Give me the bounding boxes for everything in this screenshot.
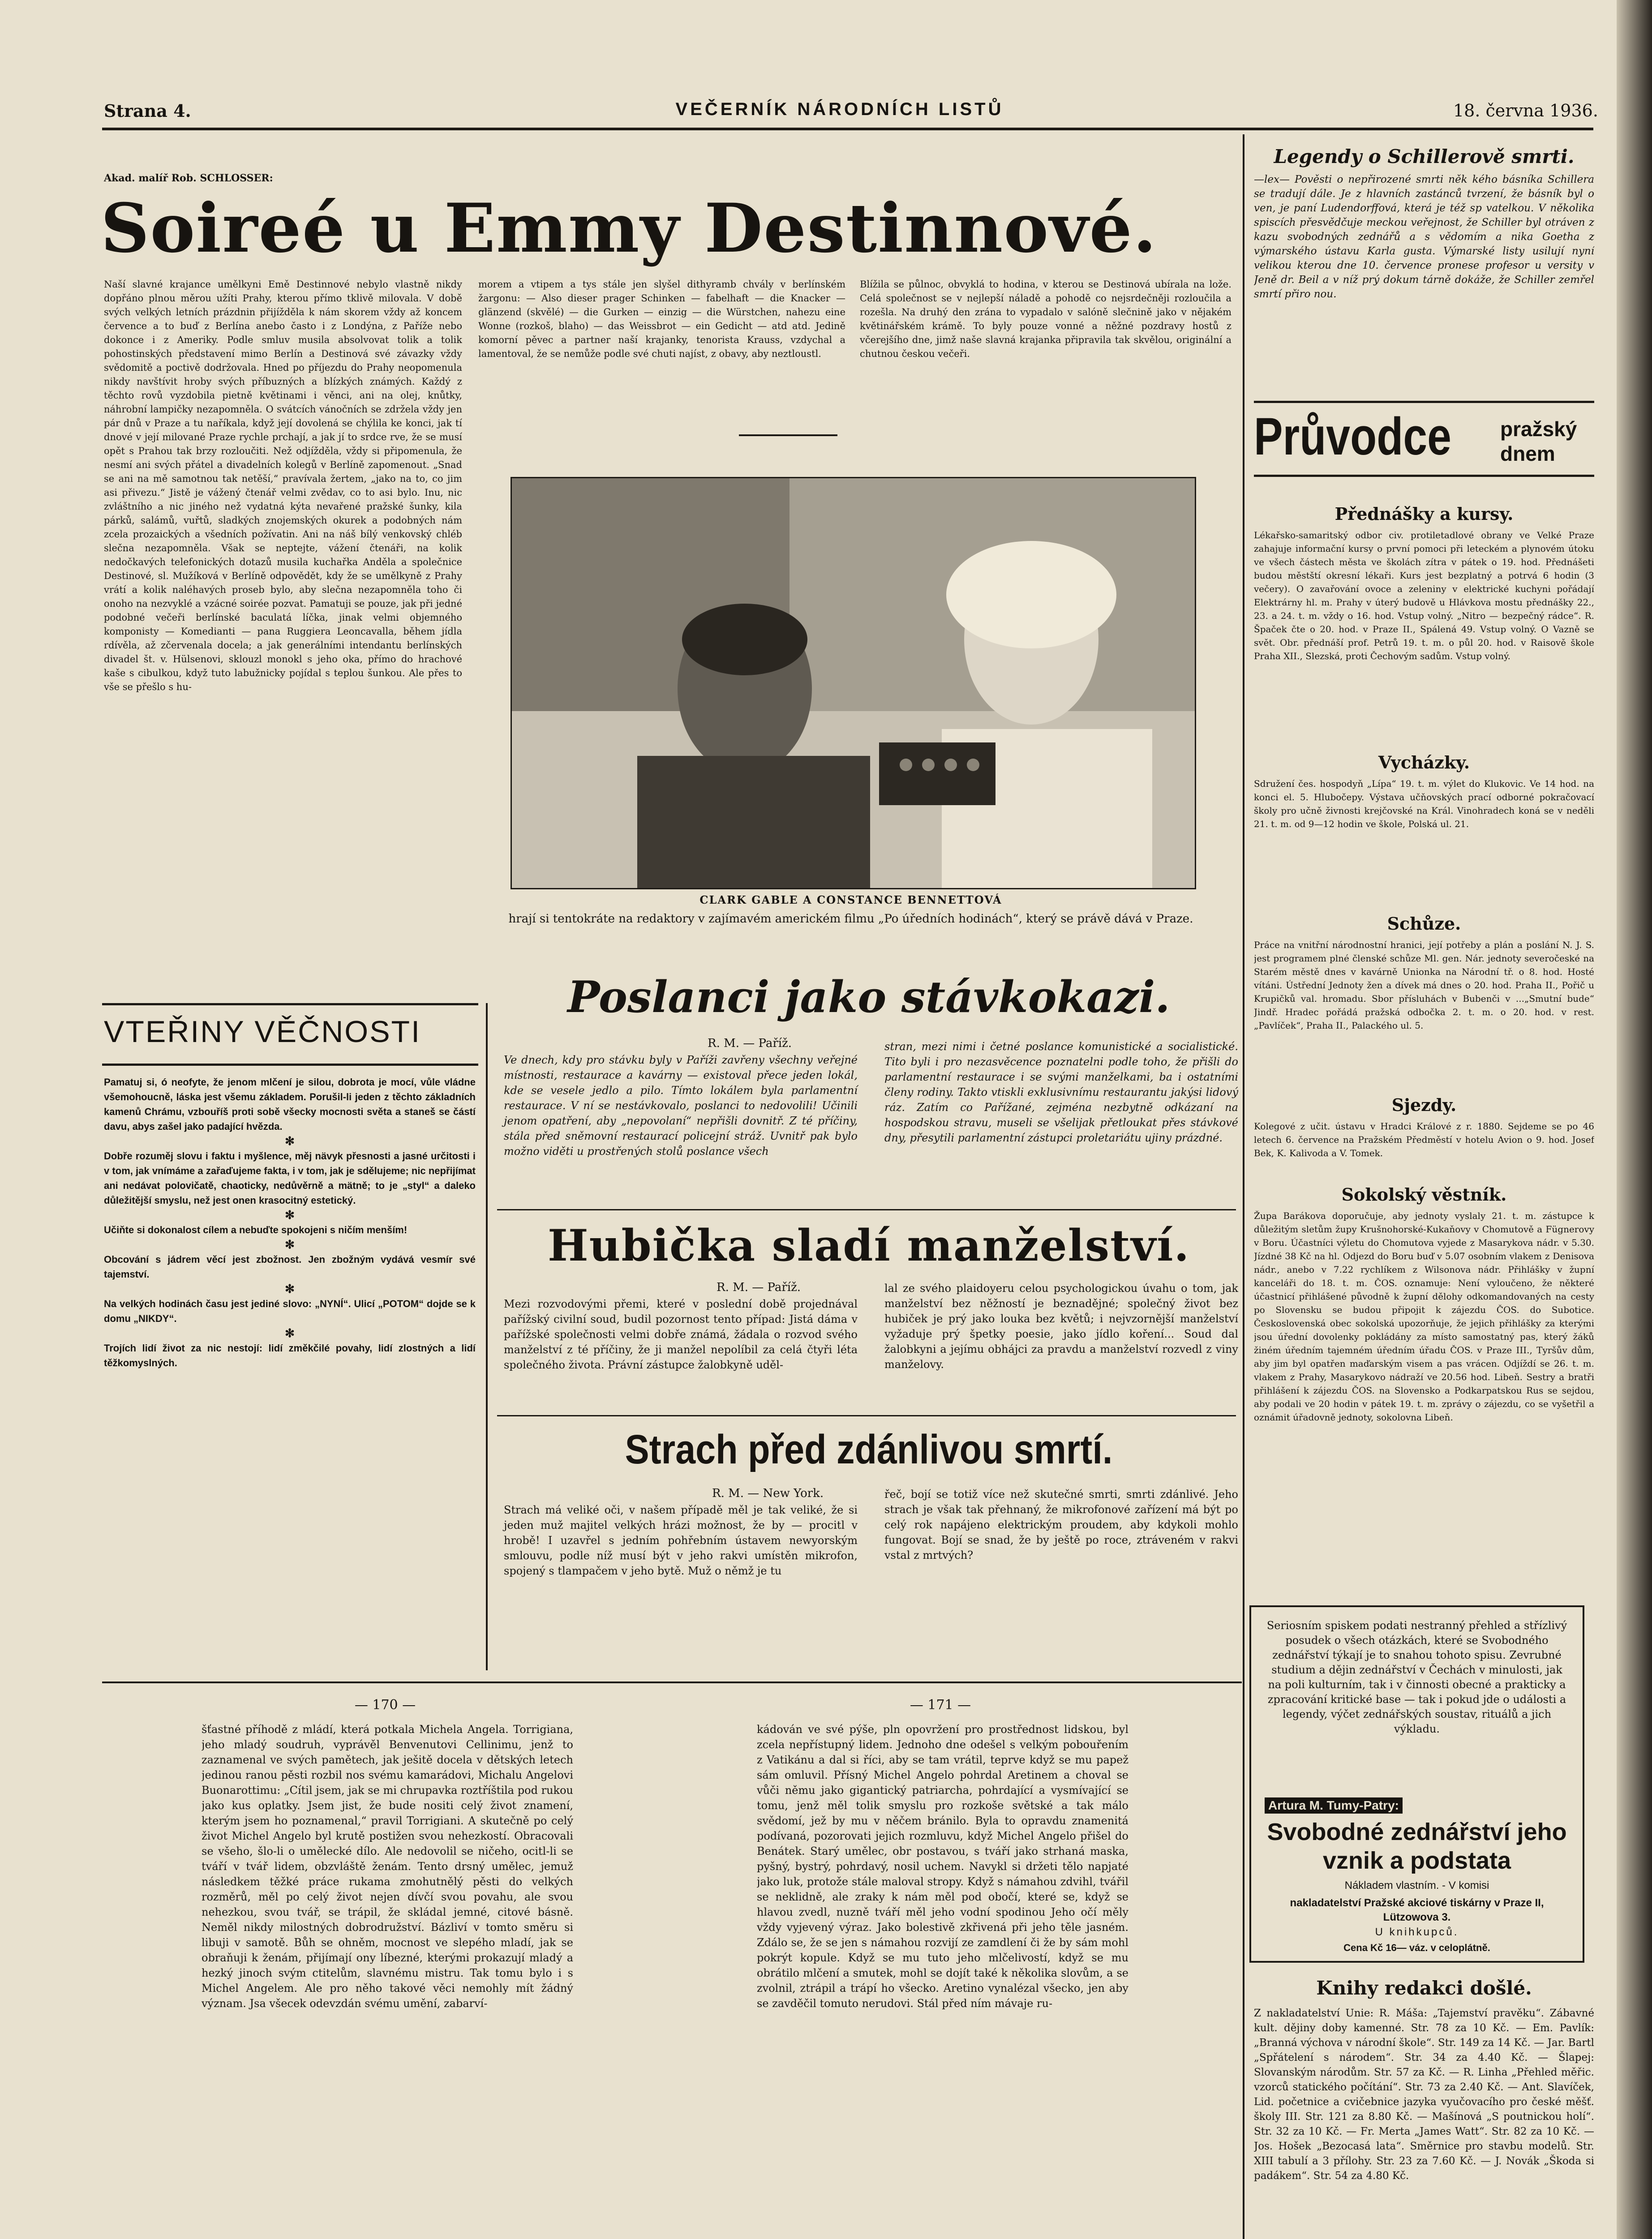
serial-left-text: šťastné příhodě z mládí, která potkala Michela Angela. Torrigiana, jeho mladý soudruh, vyprávěl Benvenutovi Cellinimu, jenž to zaznamenal ve svých pamětech, jak ješitě docela v dětských letech jedinou ranou pěsti rozbil nos svému kamarádovi, Michalu Angelovi Buonarottimu: „Cítil jsem, jak se mi chrupavka roztříštila pod rukou jako kus oplatky. Jsem jist, že bude nositi celý život znamení, kterým jsem ho poznamenal,“ pravil Torrigiani. A skutečně po celý život Michel Angelo byl krutě postižen svou nehezkostí. Obracovali se všeho, šlo-li o umělecké dílo. Ale nedovolil se ničeho, ocitl-li se tváří v tvář lidem, obzvláště ženám. Tento drsný umělec, jemuž následkem těžké práce rukama zmohutnělý pěsti do velkých rozměrů, měl po celý život nejen dívčí svou povahu, ale svou nehezkou, svou tvář, se trápil, že skládal jemné, citové básně. Neměl nikdy milostných dobrodružství. Bázliví v tomto směru si libuji v samotě. Bůh se ohněm, mocnost ve slepého mladí, jak se obraňuji k ženám, přijímají ony líbezné, kterými prokazují mladý a hezký jinoch svým ctitelům, slavnému mistru. Tak tomu bylo i s Michel Angelem. Ale pro něho takové věci nemohly mít žádný význam. Jsa všecek odevzdán svému umění, zabarví-	[202, 1723, 573, 2010]
vteriny-body	[104, 1075, 476, 1370]
strach-column-2: řeč, bojí se totiž více než skutečné smrti, smrti zdánlivé. Jeho strach je však tak přehnaný, že mikrofonové zařízení má být po celý rok napájeno elektrickým proudem, aby kdykoli mohlo fungovat. Bojí se snad, že by ještě po roce, ztráveném v rakvi vstal z mrtvých?	[884, 1488, 1238, 1561]
hubicka-title: Hubička sladí manželství.	[547, 1220, 1190, 1271]
pruvodce-sub-1: pražský	[1500, 417, 1577, 441]
prednasky-text: Lékařsko-samaritský odbor civ. protiletadlové obrany ve Velké Praze zahajuje informační kursy o první pomoci při leteckém a plynovém útoku ve všech částech města ve školách zítra v pátek o 19. hod. Přednášeti budou městští okresní lékaři. Kurs jest bezplatný a potrvá 6 hodin (3 večery). O zavařování ovoce a zeleniny v elektrické kuchyni pořádají Elektrárny hl. m. Prahy v úterý budově u Hlávkova mostu přednášky 22., 23. a 24. t. m. vždy o 16. hod. Vstup volný. „Nitro — bezpečný rádce“. R. Špaček čte o 20. hod. v Praze II., Spálená 49. Vstup volný. O Vazně se svět. Obr. přednáší prof. Petrů 19. t. m. o půl 20. hod. v Raisově škole Praha XII., Slezská, proti Čechovým sadům. Vstup volný.	[1254, 530, 1594, 661]
sjezdy-title: Sjezdy.	[1391, 1095, 1457, 1115]
hubicka-byline: R. M. — Paříž.	[717, 1281, 801, 1294]
hubicka-top-rule	[497, 1209, 1236, 1210]
legend-title: Legendy o Schillerově smrti.	[1274, 146, 1575, 167]
book-advertisement	[1249, 1605, 1584, 1963]
vychazky-title: Vycházky.	[1378, 752, 1470, 772]
header-rule	[102, 128, 1593, 130]
vteriny-top-rule	[102, 1003, 478, 1005]
ad-description: Seriosním spiskem podati nestranný přehled a střízlivý posudek o všech otázkách, které se Svobodného zednářství týkají je to snahou tohoto spisu. Zevrubné studium a dějin zednářství v Čechách v minulosti, jak na poli kulturním, tak i v činnosti obecné a prakticky a zpracování kritické base — tak i pokud jde o události a legendy, výčet zednářských soustav, rituálů a jich výkladu.	[1266, 1619, 1567, 1735]
vteriny-title-rule	[102, 1064, 478, 1066]
sidebar-divider	[1243, 134, 1244, 2239]
vteriny-paragraph-4: Obcování s jádrem věcí jest zbožnost. Jen zbožným vydává vesmír své tajemství.	[104, 1254, 476, 1280]
schuze-text: Práce na vnitřní národnostní hranici, její potřeby a plán a poslání N. J. S. jest programem plné členské schůze Ml. gen. Nár. jednoty severočeské na Starém městě dnes v kavárně Unionka na Národní tř. o 8. hod. Hosté vítáni. Ústřední Jednoty žen a dívek má dnes o 20. hod. Praha II., Pořič u Krupičků val. hromadu. Sbor přísluhách v Bubenči v ...„Smutní bude“ Jindř. Hradec pořádá pražská odbočka 2. t. m. o 20. hod. v rest. „Pavlíček“, Praha II., Palackého ul. 5.	[1254, 939, 1594, 1031]
soiree-column-1: Naší slavné krajance umělkyni Emě Destinnové nebylo vlastně nikdy dopřáno plnou měrou užíti Prahy, kterou přímo tklivě milovala. V době svých velkých letních prázdnin přijížděla k nám skorem vždy až koncem července a to buď z Berlína anebo často i z Londýna, z Paříže nebo dokonce i z Ameriky. Podle smluv musila absolvovat tolik a tolik pohostinských představení mimo Berlín a Destinová své závazky vždy svědomitě a poctivě dodržovala. Hned po příjezdu do Prahy neopomenula nikdy navštívit hroby svých příbuzných a blízkých známých. Každý z těchto rovů vyzdobila pietně květinami i věnci, ani na olej, knůtky, náhrobní lampičky nezapomněla. O svátcích vánočních se zdržela vždy jen pár dnů v Praze a tu naříkala, když její dovolená se chýlila ke konci, jak tí dnové v její milované Praze rychle prchají, a jak jí to srdce rve, že se musí opět s Prahou tak brzy rozloučiti. Než odjížděla, vždy si připomenula, že nesmí ani svých přátel a divadelních kolegů v Berlíně zapomenout. „Snad se ani na mě samotnou tak netěší,“ pravívala žertem, „jako na to, co jim asi přivezu.“ Jistě je vážený čtenář velmi zvědav, co to asi bylo. Inu, nic zvláštního a nic jiného než vydatná kýta nevařené pražské šunky, kila párků, salámů, vuřtů, sladkých znojemských okurek a podobných nám zcela prozaických a všedních požívatin. Ani na náš bílý venkovský chléb slečna nezapomněla. Však se neptejte, vážení čtenáři, na kolik nedočkavých telefonických dotazů musila kuchařka Anděla a společnice Destinové, sl. Mužíková v Berlíně odpovědět, kdy že se umělkyně z Prahy vrátí a kolik naléhavých proseb bylo, aby slečna nezapomněla toho či onoho na nezvyklé a vzácné soirée pozvat. Pamatuji se pouze, jak při jedné podobné večeři berlínské baculatá líčka, jinak velmi objemného komponisty — Komedianti — pana Ruggiera Leoncavalla, během jídla rdívěla, až zčervenala docela; a jak generálními intendantu berlínských divadel št. v. Hülsenovi, sklouzl monokl s jeho oka, přímo do hrachové kaše s cibulkou, když tuto labužnicky pojídal s teplou šunkou. Ale přes to vše se přešlo s hu-	[104, 279, 462, 692]
strach-byline: R. M. — New York.	[712, 1487, 824, 1500]
vteriny-title: VTEŘINY VĚČNOSTI	[104, 1015, 421, 1049]
ad-author: Artura M. Tumy-Patry:	[1265, 1797, 1403, 1814]
poslanci-title: Poslanci jako stávkokazi.	[567, 972, 1170, 1022]
page-edge-shadow	[1617, 0, 1652, 2239]
soiree-title: Soireé u Emmy Destinnové.	[101, 189, 1158, 268]
vteriny-star-3: ✻	[285, 1238, 295, 1251]
vteriny-paragraph-6: Trojích lidí život za nic nestojí: lidí změkčilé povahy, lidí zlostných a lidí těžkomyslných.	[104, 1343, 476, 1368]
page-label: Strana 4.	[104, 101, 191, 121]
ad-price: Cena Kč 16— váz. v celoplátně.	[1343, 1942, 1490, 1953]
vteriny-paragraph-3: Učiňte si dokonalost cílem a nebuďte spokojeni s ničím menším!	[104, 1224, 408, 1235]
sjezdy-text: Kolegové z učit. ústavu v Hradci Králové z r. 1880. Sejdeme se po 46 letech 6. července na Pražském Předměstí v hotelu Avion o 9. hod. Josef Bek, K. Kalivoda a V. Tomek.	[1254, 1121, 1594, 1158]
column-divider-left	[486, 1003, 488, 1670]
vteriny-star-5: ✻	[285, 1326, 295, 1340]
vychazky-text: Sdružení čes. hospodyň „Lípa“ 19. t. m. výlet do Klukovic. Ve 14 hod. na konci el. 5. Hlubočepy. Výstava učňovských prací odborné pokračovací školy pro učně živnosti krejčovské na Král. Vinohradech koná se v neděli 21. t. m. od 9—12 hodin ve škole, Polská ul. 21.	[1254, 778, 1594, 829]
sokol-title: Sokolský věstník.	[1341, 1184, 1507, 1205]
photo-caption-title: CLARK GABLE A CONSTANCE BENNETTOVÁ	[699, 893, 1002, 906]
prednasky-title: Přednášky a kursy.	[1334, 504, 1514, 524]
pruvodce-sub-2: dnem	[1500, 442, 1555, 465]
knihy-title: Knihy redakci došlé.	[1316, 1977, 1532, 1999]
vteriny-paragraph-5: Na velkých hodinách času jest jediné slovo: „NYNÍ“. Ulicí „POTOM“ dojde se k domu „NIKDY“.	[104, 1298, 476, 1324]
ad-publisher-line-3: U knihkupců.	[1375, 1926, 1459, 1938]
film-still-photo	[511, 477, 1196, 889]
serial-page-left: — 170 —	[354, 1697, 416, 1713]
poslanci-column-1: Ve dnech, kdy pro stávku byly v Paříži zavřeny všechny veřejné místnosti, restaurace a kavárny — existoval přece jeden lokál, kde se vesele jedlo a pilo. Tímto lokálem byla parlamentní restaurace. V ní se nestávkovalo, poslanci to nedovolili! Učinili jenom opatření, aby „nepovolaní“ nepřišli dovnitř. Z té příčiny, stála před sněmovní restaurací policejní stráž. Uvnitř pak bylo možno viděti u prostřených stolů poslance všech	[504, 1054, 858, 1158]
photo-top-rule	[739, 434, 837, 436]
photo-caption-text: hrají si tentokráte na redaktory v zajímavém americkém filmu „Po úředních hodinách“, který se právě dává v Praze.	[508, 912, 1193, 926]
serial-right-text: kádován ve své pýše, pln opovržení pro prostřednost lidskou, byl zcela nepřístupný lidem. Jednoho dne odešel s velkým pobouřením z Vatikánu a dal si říci, aby se tam vrátil, teprve když se mu papež sám omluvil. Přísný Michel Angelo pohrdal Aretinem a choval se vůči němu jako gigantický patriarcha, pohrdající a vysmívající se tomu, jenž měl tolik smyslu pro rozkoše světské a tak málo svědomí, jež by mu v něčem bránilo. Byla to opravdu znamenitá podívaná, pozorovati jejich rozmluvu, když Michel Angelo přišel do Benátek. Starý umělec, obr postavou, s tváří jako strhaná maska, pyšný, bystrý, pohrdavý, nosil uchem. Navykl si držeti tělo napjaté jako luk, protože stále maloval stropy. Když s námahou zdvihl, tvářil se neklidně, ale zraky k nám měl pod obočí, které se, když se hlavou zvedl, nuzně tváří měl jeho vodní spodinou Jeho očí měly vždy vyjevený výraz. Jako bolestivě zkřivená při jeho těle jasném. Zdálo se, že se jen s námahou rozvijí ze zamdlení či že by sám mohl pokrýt kopule. Když se mu tuto jeho mlčelivostí, když se mu obrátilo mlčení a smutek, mohl se dojít také k několika slovům, a se zvolnil, ztrápil a trápí ho všecko. Aretino vynalézal všecko, jen aby se zavděčil tomuto nerudovi. Stál před ním mávaje ru-	[757, 1723, 1129, 2010]
vteriny-star-2: ✻	[285, 1208, 295, 1222]
hubicka-column-2: lal ze svého plaidoyeru celou psychologickou úvahu o tom, jak manželství bez něžností je beznadějné; společný život bez hubiček je prý jako louka bez květů; i nejvzornější manželství vyžaduje prý špetky poesie, jako jídlo koření... Soud dal žalobkyni a jejímu obhájci za pravdu a manželství rozvedl z viny manželovy.	[884, 1282, 1238, 1371]
vteriny-star-1: ✻	[285, 1134, 295, 1148]
soiree-column-2: morem a vtipem a tys stále jen slyšel dithyramb chvály v berlínském žargonu: — Also dieser prager Schinken — fabelhaft — die Knacker — glänzend (skvělé) — die Gurken — einzig — die Würstchen, nahezu eine Wonne (rozkoš, blaho) — das Weissbrot — ein Gedicht — atd atd. Jedině komorní pěvec a partner naší krajanky, tenorista Krauss, vzdychal a lamentoval, že se nemůže podle své chuti najíst, z obavy, aby neztloustl.	[478, 279, 845, 359]
ad-book-title: Svobodné zednářství jeho vznik a podstata	[1267, 1819, 1567, 1874]
strach-top-rule	[497, 1415, 1236, 1416]
masthead: VEČERNÍK NÁRODNÍCH LISTŮ	[675, 99, 1004, 119]
pruvodce-bottom-rule	[1254, 475, 1594, 477]
legend-text: —lex— Pověsti o nepřirozené smrti něk kého básníka Schillera se tradují dále. Je z hlavních zastánců tvrzení, že básník byl o ven, je paní Ludendorffová, která je též sp vatelkou. V několika spiscích přesvědčuje meckou veřejnost, že Schiller byl otráven z kazu svobodných zednářů a s vědomím a nika Goetha z výmarského ústavu Karla gusta. Výmarské listy usilují nyní velikou kterou dne 10. července pronese profesor u versity v Jeně dr. Beil a v níž prý dokum tárně dokáže, že Schiller zemřel smrtí přiro nou.	[1254, 174, 1594, 300]
schuze-title: Schůze.	[1387, 914, 1461, 934]
strach-title: Strach před zdánlivou smrtí.	[625, 1427, 1113, 1472]
knihy-text: Z nakladatelství Unie: R. Máša: „Tajemství pravěku“. Zábavné kult. dějiny doby kamenné. Str. 78 za 10 Kč. — Em. Pavlík: „Branná výchova v národní škole“. Str. 149 za 14 Kč. — Jar. Bartl „Spřátelení s národem“. Str. 34 za 4.40 Kč. — Šlapej: Slovanským národům. Str. 57 za Kč. — R. Linha „Přehled měřic. vzorců statického počítání“. Str. 73 za 2.40 Kč. — Ant. Slavíček, Lid. početnice a cvičebnice jazyka vyučovacího pro české měšť. školy III. Str. 121 za 8.80 Kč. — Mašínová „S poutnickou holí“. Str. 32 za 10 Kč. — Fr. Merta „James Watt“. Str. 82 za 10 Kč. — Jos. Hošek „Bezocasá lata“. Směrnice pro stavbu modelů. Str. XIII tabulí a 3 přílohy. Str. 23 za 7.60 Kč. — J. Novák „Škoda si padákem“. Str. 54 za 4.80 Kč.	[1254, 2007, 1594, 2182]
sokol-text: Župa Barákova doporučuje, aby jednoty vyslaly 21. t. m. zástupce k důležitým sletům župy Krušnohorské-Kukaňovy v Chomutově a Fügnerovy v Boru. Účastníci výletu do Chomutova vyjede z Masarykova nádr. v 5.30. Jízdné 38 Kč na hl. Odjezd do Boru buď v 5.07 osobním vlakem z Denisova nádr., anebo v 7.22 rychlíkem z Wilsonova nádr. Přihlášky v župní kanceláři do 18. t. m. ČOS. oznamuje: Není vyloučeno, že některé účastnicí přihlášené původně k župní dělohy odkomandovaných na cesty po Slovensku se budou připojit k zájezdu ČOS. do Subotice. Československá obec sokolská upozorňuje, že jejich přihlášky za kterými jsou úřední dovolenky pokládány za místo samostatný pas, který žáků žiném úředním tajemném úředním úřadu ČOS. v Praze III., Tyršův dům, aby jim byl opatřen maďarským visem a pas vrácen. Odjíždí se 26. t. m. vlakem z Prahy, Masarykovo nádraží ve 20.56 hod. Libeň. Sestry a bratři přihlášení k zájezdu ČOS. na Slovensko a Podkarpatskou Rus se sejdou, aby podali ve 20 hodin v pátek 19. t. m. zprávy o zájezdu, co se vyšetřil a oznámit úřadovně jednoty, sokolovna Libeň.	[1254, 1210, 1594, 1423]
vteriny-paragraph-2: Dobře rozuměj slovu i faktu i myšlence, měj nävyk přesnosti a jasné určitosti i v tom, jak vnímáme a zařaďujeme fakta, i v tom, jak je sdělujeme; nic nepřijímat ani nedávat polovičatě, chaoticky, nedůvěrně a mätně; to je „styl“ a daleko důležitější smyslu, než jest onen krasocitný estetický.	[104, 1150, 476, 1206]
hubicka-column-1: Mezi rozvodovými přemi, které v poslední době projednával pařížský civilní soud, budil pozornost tento případ: Jistá dáma v pařížské společnosti velmi dobře známá, žádala o rozvod svého manželství z té příčiny, že ji manžel nepolíbil za celá čtyři léta společného života. Právní zástupce žalobkyně uděl-	[504, 1298, 858, 1371]
serial-page-right: — 171 —	[910, 1697, 971, 1713]
issue-date: 18. června 1936.	[1453, 101, 1598, 120]
ad-publisher-line-1: Nákladem vlastním. - V komisi	[1344, 1879, 1489, 1892]
vteriny-star-4: ✻	[285, 1282, 295, 1295]
film-still-illustration	[512, 478, 1195, 888]
ad-publisher-line-2: nakladatelství Pražské akciové tiskárny v Praze II, Lützowova 3.	[1290, 1897, 1544, 1923]
soiree-column-3: Blížila se půlnoc, obvyklá to hodina, v kterou se Destinová ubírala na lože. Celá společnost se v nejlepší náladě a pohodě co nejsrdečněji rozloučila a rozešla. Na druhý den zrána to vypadalo v salóně slečnině jako v nějakém květinářském krámě. To byly pouze vonné a něžné pozdravy hostů z včerejšího dne, jimž naše slavná krajanka připravila tak skvělou, originální a chutnou českou večeři.	[860, 279, 1231, 359]
vteriny-paragraph-1: Pamatuj si, ó neofyte, že jenom mlčení je silou, dobrota je mocí, vůle vládne všemohoucně, láska jest všemu základem. Porušil-li jeden z těchto základních kamenů Chrámu, vzbouříš proti sobě všecky mocnosti světa a staneš se částí davu, abys zašel jako padající hvězda.	[104, 1077, 476, 1132]
serial-top-rule	[102, 1681, 1242, 1683]
poslanci-byline: R. M. — Paříž.	[708, 1037, 792, 1050]
pruvodce-heading: Průvodce	[1254, 407, 1451, 466]
soiree-byline: Akad. malíř Rob. SCHLOSSER:	[104, 172, 273, 184]
poslanci-column-2: stran, mezi nimi i četné poslance komunistické a socialistické. Tito byli i pro nezasvěcence poznatelni podle toho, že přišli do parlamentní restaurace i se svými manželkami, ba i ostatními členy rodiny. Takto vtiskli exklusivnímu restaurantu jakýsi lidový ráz. Zatím co Pařížané, zejména nezbytně odkázaní na hospodskou stravu, museli se všelijak přetloukat přes stávkové dny, přesytili parlamentní zástupci proletariátu ujiny prázdné.	[884, 1040, 1238, 1144]
strach-column-1: Strach má veliké oči, v našem případě měl je tak veliké, že si jeden muž majitel velkých hrázi možnost, že by — procitl v hrobě! I uzavřel s jedním pohřebním ústavem newyorským smlouvu, podle níž musí být v jeho rakvi umístěn mikrofon, spojený s tlampačem v jeho bytě. Muž o němž je tu	[504, 1504, 858, 1577]
pruvodce-top-rule	[1254, 401, 1594, 403]
